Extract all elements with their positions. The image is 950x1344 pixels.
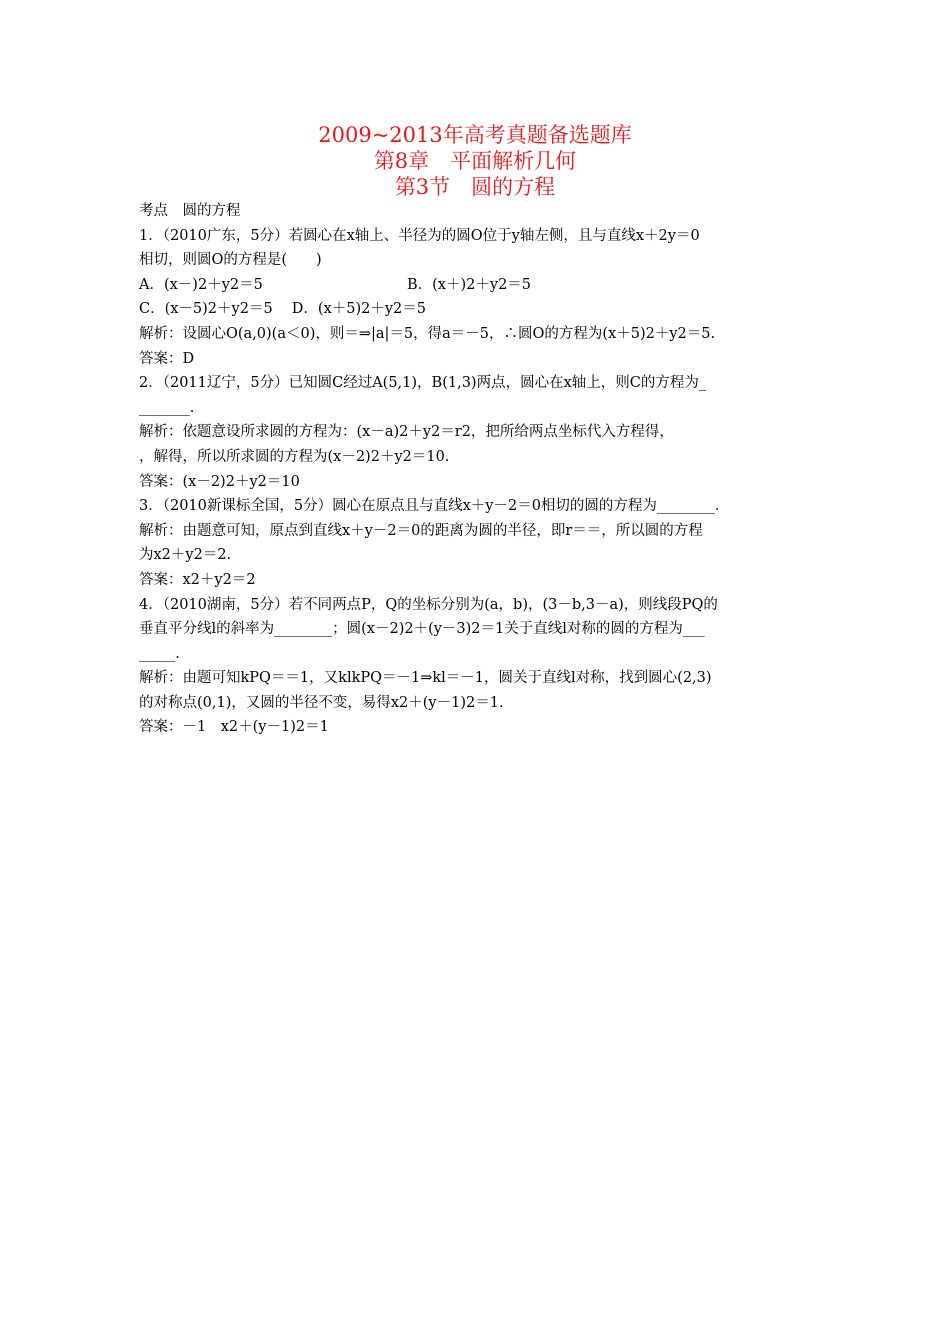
question-1-options-ab: [139, 273, 819, 298]
question-3-stem: 3．（2010新课标全国，5分）圆心在原点且与直线x＋y－2＝0相切的圆的方程为________.: [139, 498, 720, 515]
option-c-d: C．(x－5)2＋y2＝5 D．(x＋5)2＋y2＝5: [139, 301, 426, 318]
question-1-answer: 答案：D: [139, 350, 195, 367]
question-3: [139, 494, 819, 592]
question-2: [139, 371, 819, 494]
question-3-analysis-line-1: 解析：由题意可知，原点到直线x＋y－2＝0的距离为圆的半径，即r＝＝，所以圆的方程: [139, 522, 703, 539]
question-2-analysis-line-2: ，解得，所以所求圆的方程为(x－2)2＋y2＝10.: [139, 448, 450, 465]
question-2-analysis-line-1: 解析：依题意设所求圆的方程为：(x－a)2＋y2＝r2，把所给两点坐标代入方程得，: [139, 424, 674, 441]
question-4-analysis-line-2: 的对称点(0,1)，又圆的半径不变，易得x2＋(y－1)2＝1.: [139, 694, 504, 711]
question-2-stem-line-1: 2．（2011辽宁，5分）已知圆C经过A(5,1)，B(1,3)两点，圆心在x轴上，则C的方程为_: [139, 375, 707, 392]
document-body: [139, 199, 819, 740]
question-2-answer: 答案：(x－2)2＋y2＝10: [139, 473, 300, 490]
question-4-analysis-line-1: 解析：由题可知kPQ＝＝1，又klkPQ＝－1⇒kl＝－1，圆关于直线l对称，找到圆心(2,3): [139, 670, 712, 687]
topic-label: 考点 圆的方程: [139, 203, 241, 219]
question-3-answer: 答案：x2＋y2＝2: [139, 571, 256, 588]
question-4-stem-line-2: 垂直平分线l的斜率为________；圆(x－2)2＋(y－3)2＝1关于直线l对称的圆的方程为___: [139, 621, 705, 638]
question-1-stem-line-2: 相切，则圆O的方程是( ): [139, 252, 322, 269]
question-1-analysis: 解析：设圆心O(a,0)(a＜0)，则＝⇒|a|＝5，得a＝－5，∴圆O的方程为(x＋5)2＋y2＝5.: [139, 325, 716, 342]
section-title: 第3节 圆的方程: [394, 175, 556, 199]
main-title: 2009~2013年高考真题备选题库: [318, 123, 632, 147]
option-b: B．(x＋)2＋y2＝5: [407, 276, 532, 293]
question-1: [139, 224, 819, 372]
document-header: [0, 122, 950, 200]
question-4-answer: 答案：－1 x2＋(y－1)2＝1: [139, 719, 329, 736]
question-2-stem-line-2: _______.: [139, 399, 195, 416]
option-a: A．(x－)2＋y2＝5: [139, 276, 263, 293]
question-3-analysis-line-2: 为x2＋y2＝2.: [139, 547, 232, 564]
question-4: [139, 593, 819, 741]
question-4-stem-line-1: 4．（2010湖南，5分）若不同两点P，Q的坐标分别为(a，b)，(3－b,3－a)，则线段PQ的: [139, 596, 718, 613]
question-1-stem-line-1: 1．（2010广东，5分）若圆心在x轴上、半径为的圆O位于y轴左侧，且与直线x＋2y＝0: [139, 227, 700, 244]
question-4-stem-line-3: _____.: [139, 645, 180, 662]
chapter-title: 第8章 平面解析几何: [373, 149, 577, 173]
